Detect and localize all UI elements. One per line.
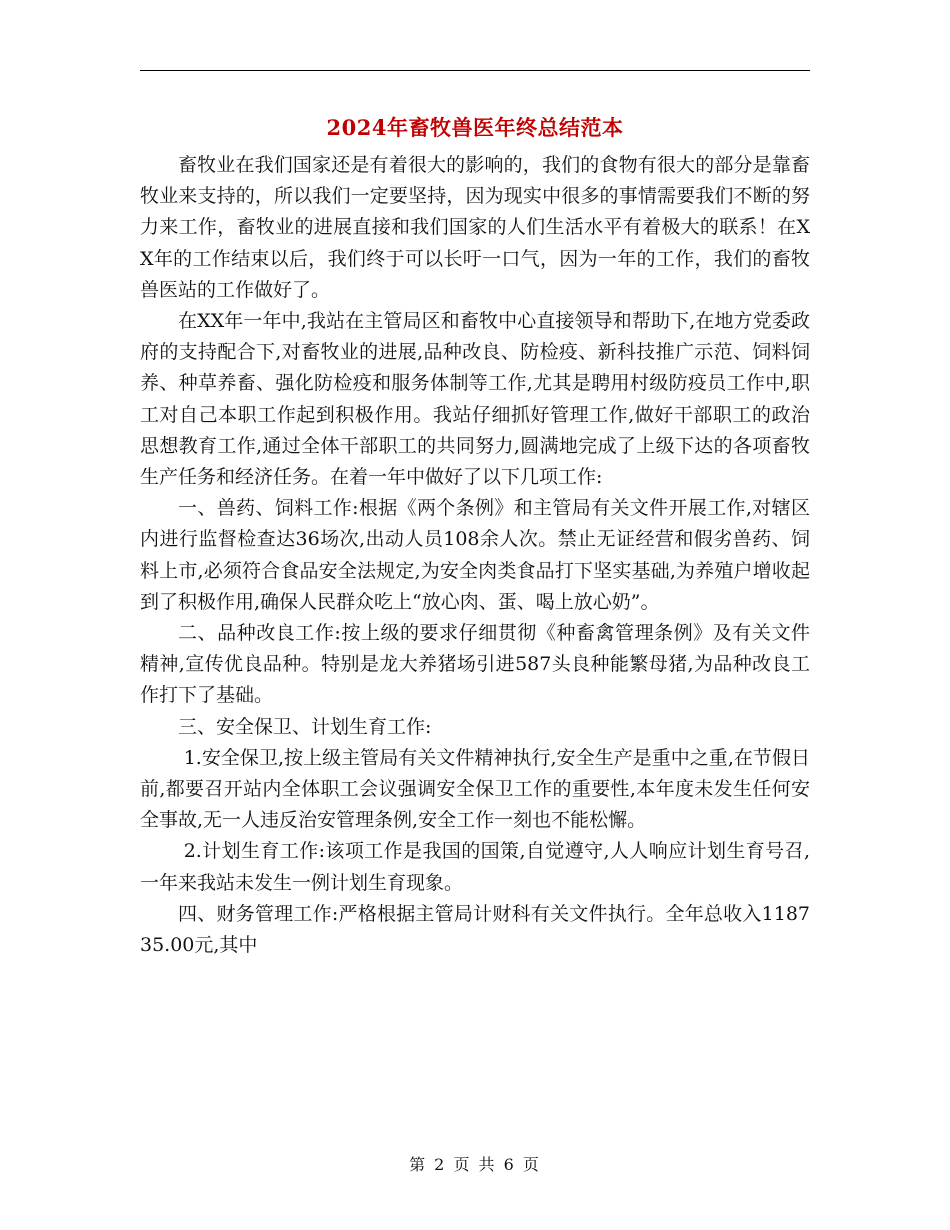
paragraph-finance: 四、财务管理工作:严格根据主管局计财科有关文件执行。全年总收入118735.00元,其中 xyxy=(140,902,810,957)
paragraph-breed: 二、品种改良工作:按上级的要求仔细贯彻《种畜禽管理条例》及有关文件精神,宣传优良品种。特别是龙大养猪场引进587头良种能繁母猪,为品种改良工作打下了基础。 xyxy=(140,622,810,707)
document-body xyxy=(140,150,810,961)
document-title: 2024年畜牧兽医年终总结范本 xyxy=(326,115,624,140)
paragraph-family-planning: 2.计划生育工作:该项工作是我国的国策,自觉遵守,人人响应计划生育号召,一年来我站未发生一例计划生育现象。 xyxy=(140,840,810,894)
page-footer: 第 2 页 共 6 页 xyxy=(409,1155,541,1174)
paragraph-safety: 1.安全保卫,按上级主管局有关文件精神执行,安全生产是重中之重,在节假日前,都要召开站内全体职工会议强调安全保卫工作的重要性,本年度未发生任何安全事故,无一人违反治安管理条例,安全工作一刻也不能松懈。 xyxy=(140,746,810,832)
paragraph-safety-heading: 三、安全保卫、计划生育工作: xyxy=(178,715,432,738)
paragraph-intro: 畜牧业在我们国家还是有着很大的影响的，我们的食物有很大的部分是靠畜牧业来支持的，所以我们一定要坚持，因为现实中很多的事情需要我们不断的努力来工作，畜牧业的进展直接和我们国家的人们生活水平有着极大的联系！在XX年的工作结束以后，我们终于可以长吁一口气，因为一年的工作，我们的畜牧兽医站的工作做好了。 xyxy=(140,154,810,301)
paragraph-drug-feed: 一、兽药、饲料工作:根据《两个条例》和主管局有关文件开展工作,对辖区内进行监督检查达36场次,出动人员108余人次。禁止无证经营和假劣兽药、饲料上市,必须符合食品安全法规定,为安全肉类食品打下坚实基础,为养殖户增收起到了积极作用,确保人民群众吃上“放心肉、蛋、喝上放心奶”。 xyxy=(140,497,810,613)
header-rule xyxy=(140,70,810,71)
paragraph-overview: 在XX年一年中,我站在主管局区和畜牧中心直接领导和帮助下,在地方党委政府的支持配合下,对畜牧业的进展,品种改良、防检疫、新科技推广示范、饲料饲养、种草养畜、强化防检疫和服务体制等工作,尤其是聘用村级防疫员工作中,职工对自己本职工作起到积极作用。我站仔细抓好管理工作,做好干部职工的政治思想教育工作,通过全体干部职工的共同努力,圆满地完成了上级下达的各项畜牧生产任务和经济任务。在着一年中做好了以下几项工作: xyxy=(140,310,810,489)
